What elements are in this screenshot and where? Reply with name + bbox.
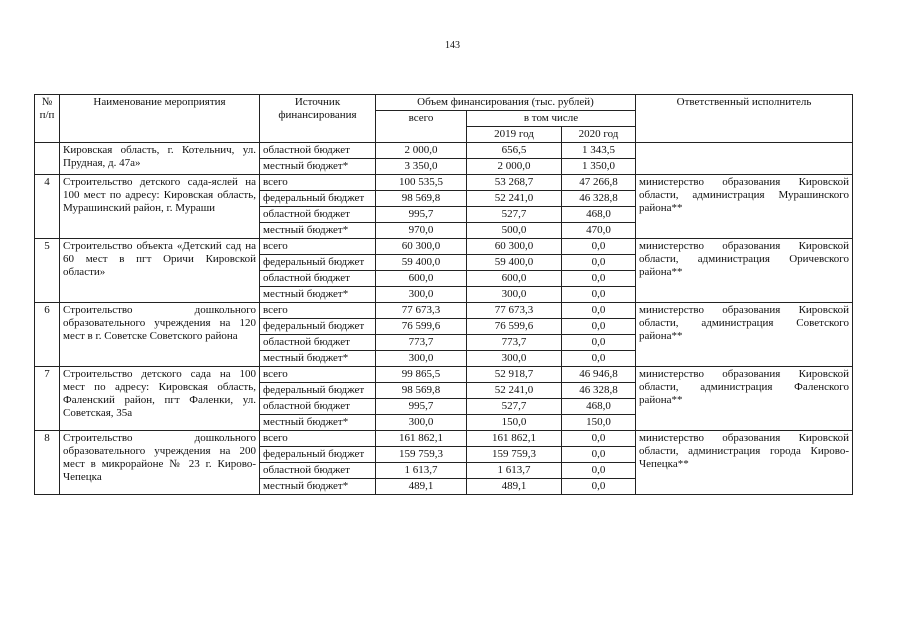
table-row: [35, 431, 853, 447]
amount-total: 995,7: [376, 399, 467, 415]
funding-source: местный бюджет*: [260, 287, 376, 303]
amount-2019: 52 918,7: [467, 367, 562, 383]
amount-2020: 0,0: [562, 287, 636, 303]
funding-source: федеральный бюджет: [260, 255, 376, 271]
table-row: [35, 303, 853, 319]
row-number: 6: [35, 303, 60, 367]
financing-table: [34, 94, 853, 495]
amount-2020: 0,0: [562, 335, 636, 351]
amount-2020: 46 328,8: [562, 191, 636, 207]
table-header: [35, 95, 853, 143]
funding-source: областной бюджет: [260, 463, 376, 479]
amount-2020: 470,0: [562, 223, 636, 239]
table-row: [35, 143, 853, 159]
table-row: [35, 175, 853, 191]
amount-2020: 0,0: [562, 239, 636, 255]
amount-2020: 0,0: [562, 447, 636, 463]
funding-source: местный бюджет*: [260, 415, 376, 431]
amount-2019: 52 241,0: [467, 191, 562, 207]
amount-total: 60 300,0: [376, 239, 467, 255]
header-responsible: Ответственный исполнитель: [636, 95, 853, 143]
funding-source: всего: [260, 303, 376, 319]
amount-2020: 0,0: [562, 479, 636, 495]
funding-source: всего: [260, 431, 376, 447]
amount-total: 100 535,5: [376, 175, 467, 191]
amount-2019: 527,7: [467, 399, 562, 415]
amount-2019: 1 613,7: [467, 463, 562, 479]
funding-source: федеральный бюджет: [260, 191, 376, 207]
amount-total: 300,0: [376, 287, 467, 303]
responsible-executor: [636, 143, 853, 175]
measure-name: Строительство дошкольного образовательного учреждения на 200 мест в микрорайоне № 23 г. Кирово-Чепецка: [60, 431, 260, 495]
amount-2020: 1 350,0: [562, 159, 636, 175]
amount-2019: 600,0: [467, 271, 562, 287]
amount-2019: 527,7: [467, 207, 562, 223]
responsible-executor: министерство образования Кировской области, администрация Оричевского района**: [636, 239, 853, 303]
row-number: 7: [35, 367, 60, 431]
amount-total: 59 400,0: [376, 255, 467, 271]
measure-name: Строительство объекта «Детский сад на 60 мест в пгт Оричи Кировской области»: [60, 239, 260, 303]
amount-total: 76 599,6: [376, 319, 467, 335]
amount-2019: 159 759,3: [467, 447, 562, 463]
amount-2020: 0,0: [562, 351, 636, 367]
header-volume: Объем финансирования (тыс. рублей): [376, 95, 636, 111]
amount-total: 300,0: [376, 415, 467, 431]
amount-total: 995,7: [376, 207, 467, 223]
amount-total: 3 350,0: [376, 159, 467, 175]
header-source: Источник финансирования: [260, 95, 376, 143]
funding-source: местный бюджет*: [260, 479, 376, 495]
amount-2019: 53 268,7: [467, 175, 562, 191]
amount-2020: 46 328,8: [562, 383, 636, 399]
amount-2020: 47 266,8: [562, 175, 636, 191]
amount-2019: 300,0: [467, 287, 562, 303]
responsible-executor: министерство образования Кировской области, администрация Фаленского района**: [636, 367, 853, 431]
funding-source: областной бюджет: [260, 207, 376, 223]
amount-2020: 0,0: [562, 431, 636, 447]
amount-total: 300,0: [376, 351, 467, 367]
amount-total: 98 569,8: [376, 383, 467, 399]
amount-2019: 500,0: [467, 223, 562, 239]
amount-total: 489,1: [376, 479, 467, 495]
amount-2020: 0,0: [562, 271, 636, 287]
amount-2019: 59 400,0: [467, 255, 562, 271]
page-number: 143: [445, 40, 460, 51]
header-num: № п/п: [35, 95, 60, 143]
amount-2020: 468,0: [562, 399, 636, 415]
measure-name: Строительство детского сада на 100 мест по адресу: Кировская область, Фаленский район, пгт Фаленки, ул. Советская, 35а: [60, 367, 260, 431]
amount-2020: 0,0: [562, 463, 636, 479]
funding-source: федеральный бюджет: [260, 319, 376, 335]
measure-name: Строительство дошкольного образовательного учреждения на 120 мест в г. Советске Советского района: [60, 303, 260, 367]
funding-source: всего: [260, 239, 376, 255]
amount-2019: 300,0: [467, 351, 562, 367]
funding-source: всего: [260, 367, 376, 383]
amount-total: 98 569,8: [376, 191, 467, 207]
amount-2019: 161 862,1: [467, 431, 562, 447]
amount-total: 970,0: [376, 223, 467, 239]
funding-source: федеральный бюджет: [260, 447, 376, 463]
responsible-executor: министерство образования Кировской области, администрация города Кирово-Чепецка**: [636, 431, 853, 495]
table-row: [35, 239, 853, 255]
amount-2019: 656,5: [467, 143, 562, 159]
amount-total: 773,7: [376, 335, 467, 351]
header-including: в том числе: [467, 111, 636, 127]
amount-2019: 76 599,6: [467, 319, 562, 335]
amount-2019: 60 300,0: [467, 239, 562, 255]
amount-2020: 0,0: [562, 255, 636, 271]
amount-2020: 0,0: [562, 303, 636, 319]
funding-source: местный бюджет*: [260, 159, 376, 175]
funding-source: областной бюджет: [260, 143, 376, 159]
amount-2019: 52 241,0: [467, 383, 562, 399]
amount-2019: 773,7: [467, 335, 562, 351]
amount-2020: 0,0: [562, 319, 636, 335]
measure-name: Кировская область, г. Котельнич, ул. Прудная, д. 47а»: [60, 143, 260, 175]
responsible-executor: министерство образования Кировской области, администрация Мурашинского района**: [636, 175, 853, 239]
header-2020: 2020 год: [562, 127, 636, 143]
header-total: всего: [376, 111, 467, 143]
funding-source: федеральный бюджет: [260, 383, 376, 399]
row-number: 4: [35, 175, 60, 239]
amount-total: 77 673,3: [376, 303, 467, 319]
amount-total: 161 862,1: [376, 431, 467, 447]
funding-source: местный бюджет*: [260, 351, 376, 367]
row-number: 8: [35, 431, 60, 495]
amount-2019: 489,1: [467, 479, 562, 495]
amount-2020: 150,0: [562, 415, 636, 431]
funding-source: областной бюджет: [260, 271, 376, 287]
measure-name: Строительство детского сада-яслей на 100 мест по адресу: Кировская область, Мурашинский район, г. Мураши: [60, 175, 260, 239]
amount-2020: 46 946,8: [562, 367, 636, 383]
amount-2020: 1 343,5: [562, 143, 636, 159]
amount-2019: 150,0: [467, 415, 562, 431]
funding-source: местный бюджет*: [260, 223, 376, 239]
amount-2020: 468,0: [562, 207, 636, 223]
amount-total: 1 613,7: [376, 463, 467, 479]
funding-source: областной бюджет: [260, 335, 376, 351]
header-2019: 2019 год: [467, 127, 562, 143]
amount-total: 159 759,3: [376, 447, 467, 463]
table-body: [35, 143, 853, 495]
header-name: Наименование мероприятия: [60, 95, 260, 143]
responsible-executor: министерство образования Кировской области, администрация Советского района**: [636, 303, 853, 367]
row-number: [35, 143, 60, 175]
funding-source: всего: [260, 175, 376, 191]
amount-total: 600,0: [376, 271, 467, 287]
amount-total: 2 000,0: [376, 143, 467, 159]
funding-source: областной бюджет: [260, 399, 376, 415]
amount-2019: 77 673,3: [467, 303, 562, 319]
row-number: 5: [35, 239, 60, 303]
amount-2019: 2 000,0: [467, 159, 562, 175]
amount-total: 99 865,5: [376, 367, 467, 383]
table-row: [35, 367, 853, 383]
